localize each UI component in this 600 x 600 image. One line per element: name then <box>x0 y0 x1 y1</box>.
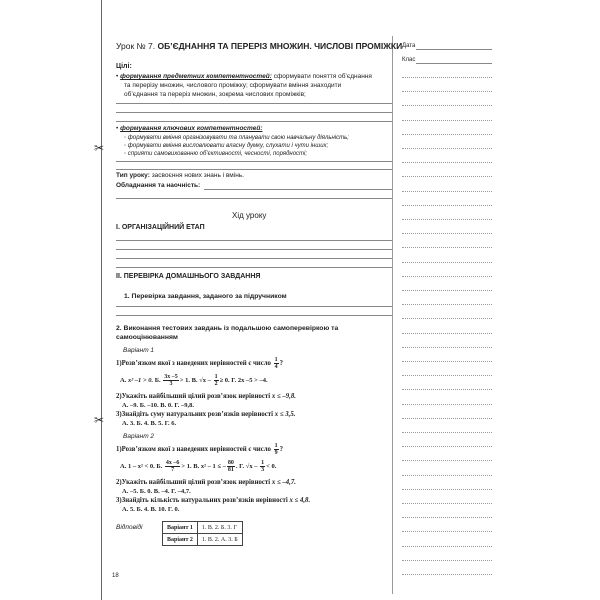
v2-q3-options: А. 5. Б. 4. В. 10. Г. 0. <box>122 506 180 513</box>
note-line <box>402 304 492 305</box>
note-line <box>402 77 492 78</box>
note-line <box>402 375 492 376</box>
date-label: Дата <box>402 43 416 49</box>
note-line <box>402 120 492 121</box>
rule-line <box>116 267 392 268</box>
table-row <box>163 534 243 546</box>
answer-variant: Варіант 2 <box>163 534 198 546</box>
rule-line <box>116 315 392 316</box>
answer-variant: Варіант 1 <box>163 522 198 534</box>
note-line <box>402 148 492 149</box>
note-line <box>402 318 492 319</box>
note-line <box>402 389 492 390</box>
key-item-1: ◦ формувати вміння організовувати та планувати свою навчальну діяльність; <box>124 135 349 141</box>
lesson-type: Тип уроку: засвоєння нових знань і вмінь. <box>116 172 244 179</box>
note-line <box>402 262 492 263</box>
v2-q1: 1)Розв’язком якої з наведених нерівностей є число $\frac{1}{9}$ ? <box>116 442 284 456</box>
note-line <box>402 560 492 561</box>
answer-value: 1. В. 2. Б. 3. Г <box>197 522 242 534</box>
v2-q2: 2)Укажіть найбільший цілий розв’язок нерівності x ≤ –4,7. <box>116 479 296 486</box>
subject-competence-3: об’єднання та переріз множин, зокрема числових проміжків; <box>124 91 306 98</box>
goals-label: Цілі: <box>116 63 132 70</box>
rule-line <box>116 249 392 250</box>
note-line <box>402 176 492 177</box>
table-row <box>163 522 243 534</box>
section-1: І. ОРГАНІЗАЦІЙНИЙ ЕТАП <box>116 224 205 231</box>
note-line <box>402 219 492 220</box>
v2-q3: 3)Знайдіть кількість натуральних розв’язків нерівності x ≤ 4,8. <box>116 497 311 504</box>
course-title: Хід уроку <box>232 211 267 220</box>
margin-divider <box>392 36 393 594</box>
variant-2-label: Варіант 2 <box>123 433 155 440</box>
rule-line <box>116 240 392 241</box>
note-line <box>402 546 492 547</box>
date-line <box>416 49 492 50</box>
rule-line <box>116 306 392 307</box>
answers-label: Відповіді <box>116 524 143 531</box>
v1-q2: 2)Укажіть найбільший цілий розв’язок нерівності x ≤ –9,8. <box>116 393 296 400</box>
note-line <box>402 347 492 348</box>
note-line <box>402 531 492 532</box>
note-line <box>402 446 492 447</box>
note-line <box>402 205 492 206</box>
note-line <box>402 191 492 192</box>
class-line <box>416 63 492 64</box>
note-line <box>402 333 492 334</box>
note-line <box>402 503 492 504</box>
rule-line <box>116 169 392 170</box>
v1-q3-options: А. 3. Б. 4. В. 5. Г. 6. <box>122 420 177 427</box>
class-label: Клас <box>402 57 416 63</box>
v1-q2-options: А. –9. Б. –10. В. 0. Г. –9,8. <box>122 402 194 409</box>
variant-1-label: Варіант 1 <box>123 347 155 354</box>
rule-line <box>204 189 392 190</box>
note-line <box>402 361 492 362</box>
section-2-1: 1. Перевірка завдання, заданого за підручником <box>124 293 287 300</box>
v2-q2-options: А. –5. Б. 0. В. –4. Г. –4,7. <box>122 488 191 495</box>
note-line <box>402 233 492 234</box>
cut-line <box>101 0 102 600</box>
note-line <box>402 489 492 490</box>
rule-line <box>116 198 392 199</box>
page-number: 18 <box>112 573 119 579</box>
note-line <box>402 475 492 476</box>
rule-line <box>116 121 392 122</box>
section-2: ІІ. ПЕРЕВІРКА ДОМАШНЬОГО ЗАВДАННЯ <box>116 273 261 280</box>
key-item-3: ◦ сприяти самовихованню об’єктивності, чесності, порядності; <box>124 151 308 157</box>
note-line <box>402 276 492 277</box>
rule-line <box>116 103 392 104</box>
note-line <box>402 404 492 405</box>
note-line <box>402 517 492 518</box>
note-line <box>402 460 492 461</box>
section-2-2b: самооцінюванням <box>116 334 178 341</box>
scissors-icon: ✂ <box>94 413 105 427</box>
key-item-2: ◦ формувати вміння висловлювати власну думку, слухати і чути інших; <box>124 143 329 149</box>
equipment-label: Обладнання та наочність: <box>116 182 201 189</box>
note-line <box>402 432 492 433</box>
subject-competence-2: та перерізу множин, числового проміжку; сформувати вміння знаходити <box>124 82 342 89</box>
rule-line <box>116 161 392 162</box>
section-2-2: 2. Виконання тестових завдань із подальшою самоперевіркою та <box>116 325 339 332</box>
note-line <box>402 162 492 163</box>
v2-q1-options: А. 1 – x² < 0. Б. $\frac{4x -6}{7}$ > 1. В. x² – 1 ≤ – $\frac{80}{81}$ . Г. √x – $\frac{1}{3}$ < 0. <box>120 460 277 474</box>
v1-q1-options: А. x² –1 > 0. Б. $\frac{3x -5}{3}$ > 1. В. √x – $\frac{1}{2}$ ≥ 0. Г. 2x –5 > –4. <box>120 374 268 388</box>
note-line <box>402 105 492 106</box>
rule-line <box>116 112 392 113</box>
v1-q1: 1)Розв’язком якої з наведених нерівностей є число $\frac{1}{4}$ ? <box>116 356 284 370</box>
lesson-title: Урок № 7. ОБ’ЄДНАННЯ ТА ПЕРЕРІЗ МНОЖИН. ЧИСЛОВІ ПРОМІЖКИ <box>116 41 403 51</box>
answer-value: 1. В. 2. А. 3. Б <box>197 534 242 546</box>
note-line <box>402 574 492 575</box>
key-competence: • формування ключових компетентностей: <box>116 125 263 132</box>
note-line <box>402 247 492 248</box>
note-line <box>402 290 492 291</box>
rule-line <box>116 258 392 259</box>
note-line <box>402 134 492 135</box>
note-line <box>402 91 492 92</box>
answers-table <box>162 521 243 546</box>
scissors-icon: ✂ <box>94 141 105 155</box>
subject-competence: • формування предметних компетентностей: сформувати поняття об’єднання <box>116 73 372 80</box>
note-line <box>402 418 492 419</box>
v1-q3: 3)Знайдіть суму натуральних розв’язків нерівності x ≤ 3,5. <box>116 411 296 418</box>
